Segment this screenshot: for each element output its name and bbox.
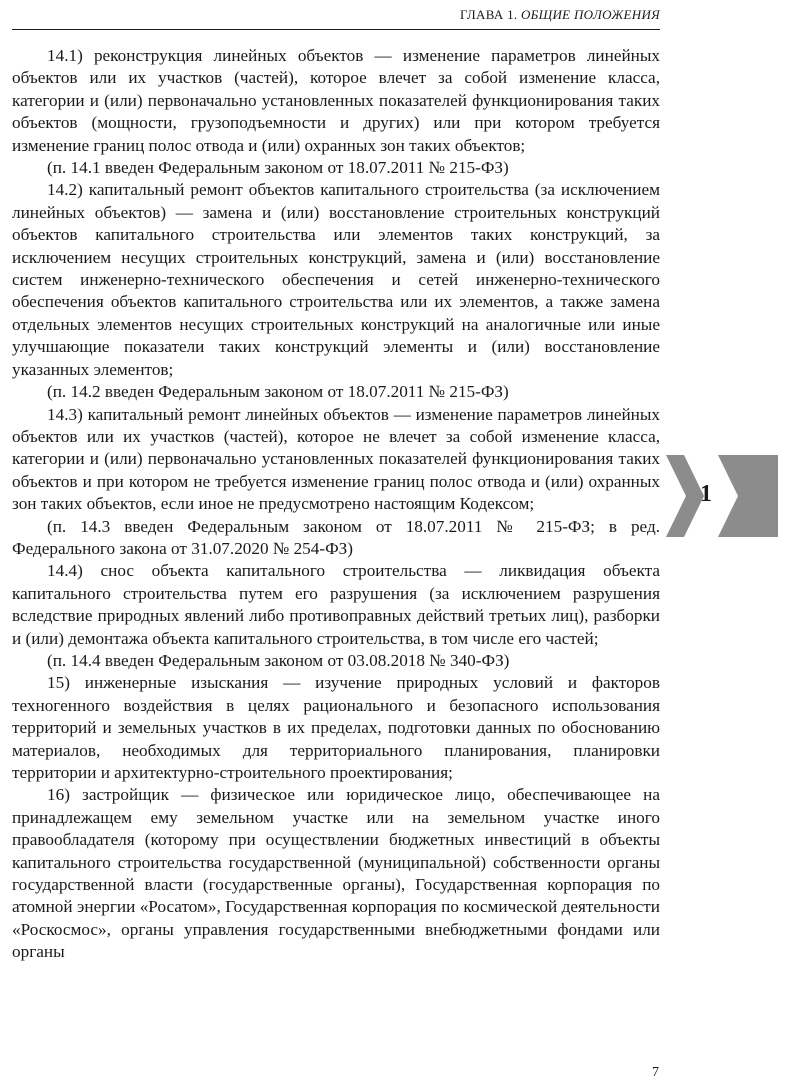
note-14-4: (п. 14.4 введен Федеральным законом от 03.08.2018 № 340-ФЗ) bbox=[47, 650, 510, 670]
paragraph-14-1: 14.1) реконструкция линейных объектов — изменение параметров линейных объектов или их участков (частей), которое влечет за собой изменение класса, категории и (или) первоначально установленных показателей функционирования таких объектов (мощности, грузоподъемности и других) или при котором требуется изменение границ полос отвода и (или) охранных зон таких объектов; bbox=[12, 46, 660, 155]
note-14-1: (п. 14.1 введен Федеральным законом от 18.07.2011 № 215-ФЗ) bbox=[47, 158, 509, 178]
paragraph-15: 15) инженерные изыскания — изучение природных условий и факторов техногенного воздействия в целях рационального и безопасного использования территорий и земельных участков в их пределах, подготовки данных по обоснованию материалов, необходимых для территориального планирования, планировки территории и архитектурно-строительного проектирования; bbox=[12, 673, 660, 782]
paragraph-14-3: 14.3) капитальный ремонт линейных объектов — изменение параметров линейных объектов или их участков (частей), которое не влечет за собой изменение класса, категории и (или) первоначально установленных показателей функционирования таких объектов и при котором не требуется изменение границ полос отвода и (или) охранных зон таких объектов, если иное не предусмотрено настоящим Кодексом; bbox=[12, 404, 660, 514]
paragraph-16: 16) застройщик — физическое или юридическое лицо, обеспечивающее на принадлежащем ему земельном участке или на земельном участке иного правообладателя (которому при осуществлении бюджетных инвестиций в объекты капитального строительства государственной (муниципальной) собственности органы государственной власти (государственные органы), Государственная корпорация по атомной энергии «Росатом», Государственная корпорация по космической деятельности «Роскосмос», органы управления государственными внебюджетными фондами или органы bbox=[12, 785, 660, 962]
chapter-tab-number: 1 bbox=[700, 481, 712, 507]
chapter-label: ГЛАВА 1. bbox=[460, 7, 521, 22]
body-text bbox=[12, 45, 660, 964]
page-number: 7 bbox=[652, 1065, 659, 1080]
header-rule bbox=[12, 29, 660, 30]
chapter-title: ОБЩИЕ ПОЛОЖЕНИЯ bbox=[520, 7, 660, 22]
paragraph-14-4: 14.4) снос объекта капитального строительства — ликвидация объекта капитального строительства путем его разрушения (за исключением разрушения вследствие природных явлений либо противоправных действий третьих лиц), разборки и (или) демонтажа объекта капитального строительства, в том числе его частей; bbox=[12, 561, 660, 648]
running-head bbox=[460, 7, 660, 23]
chapter-tab-arrow-icon bbox=[666, 455, 778, 537]
note-14-3: (п. 14.3 введен Федеральным законом от 18.07.2011 № 215-ФЗ; в ред. Федерального закона от 31.07.2020 № 254-ФЗ) bbox=[12, 516, 660, 558]
chapter-tab-block bbox=[718, 455, 778, 537]
paragraph-14-2: 14.2) капитальный ремонт объектов капитального строительства (за исключением линейных объектов) — замена и (или) восстановление строительных конструкций объектов капитального строительства или элементов таких конструкций, за исключением несущих строительных конструкций, замена и (или) восстановление систем инженерно-технического обеспечения и сетей инженерно-технического обеспечения объектов капитального строительства или их элементов, а также замена отдельных элементов несущих строительных конструкций на аналогичные или иные улучшающие показатели таких конструкций элементы и (или) восстановление указанных элементов; bbox=[12, 180, 660, 379]
note-14-2: (п. 14.2 введен Федеральным законом от 18.07.2011 № 215-ФЗ) bbox=[47, 382, 509, 402]
